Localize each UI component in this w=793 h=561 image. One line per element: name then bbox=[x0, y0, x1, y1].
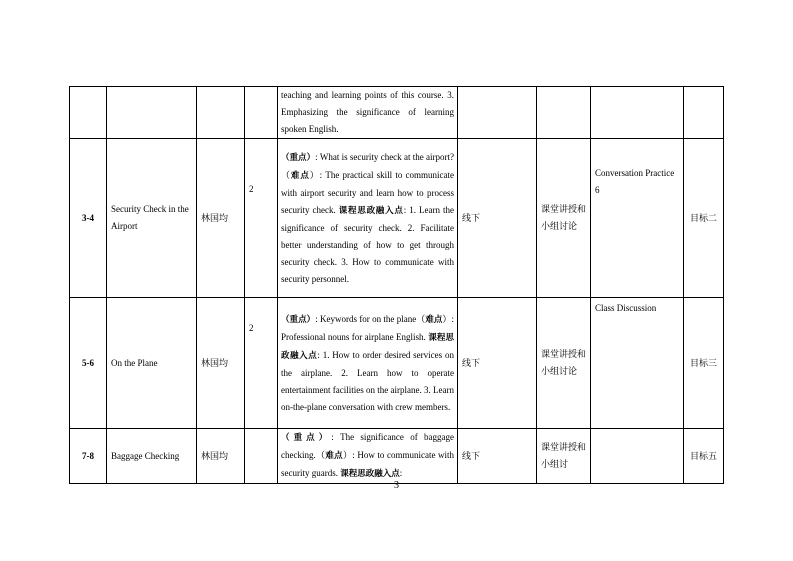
content-text bbox=[281, 429, 454, 483]
content-segment: teaching and learning points of this course. 3. Emphasizing the significance of learning spoken English. bbox=[281, 90, 454, 134]
teacher-text: 林国均 bbox=[201, 357, 229, 368]
teaching-method-text: 课堂讲授和小组讨 bbox=[541, 442, 587, 469]
teacher-cell bbox=[197, 298, 245, 429]
teaching-mode-text: 线下 bbox=[462, 212, 481, 223]
lesson-title-cell bbox=[107, 298, 197, 429]
goal-text: 目标二 bbox=[689, 212, 717, 223]
hours-text: 2 bbox=[249, 184, 254, 194]
week-text: 7-8 bbox=[82, 450, 94, 461]
content-keyword: （重点） bbox=[281, 152, 316, 163]
teacher-text: 林国均 bbox=[201, 450, 229, 461]
content-segment: : What is security check at the airport?（ bbox=[281, 151, 454, 180]
practice-cell bbox=[591, 298, 684, 429]
content-keyword: 难点 bbox=[425, 314, 443, 325]
week-cell bbox=[70, 139, 107, 298]
table-row bbox=[70, 139, 724, 298]
teaching-method-cell bbox=[537, 139, 591, 298]
content-cell bbox=[278, 139, 458, 298]
content-segment: : 1. Learn the significance of security check. 2. Facilitate better understanding of how to get through security check. 3. How to communicate with security personnel. bbox=[281, 204, 454, 284]
content-keyword: 课程思政融入点 bbox=[338, 205, 404, 216]
schedule-body bbox=[70, 87, 724, 484]
content-keyword: 课程思政融入点 bbox=[340, 469, 400, 479]
lesson-title-text: Security Check in the Airport bbox=[111, 204, 189, 231]
practice-text: Conversation Practice 6 bbox=[595, 168, 675, 195]
teacher-text: 林国均 bbox=[201, 212, 229, 223]
practice-cell bbox=[591, 139, 684, 298]
content-keyword: 难点 bbox=[325, 451, 343, 461]
content-cell bbox=[278, 298, 458, 429]
content-keyword: 课程思政融入点 bbox=[281, 332, 454, 361]
practice-cell bbox=[591, 429, 684, 484]
content-keyword: （重点） bbox=[281, 314, 316, 325]
table-row bbox=[70, 87, 724, 139]
practice-cell bbox=[591, 87, 684, 139]
content-text bbox=[281, 87, 454, 138]
content-cell bbox=[278, 429, 458, 484]
teaching-mode-cell bbox=[458, 139, 537, 298]
lesson-title-cell bbox=[107, 139, 197, 298]
goal-text: 目标三 bbox=[689, 357, 717, 368]
lesson-title-text: On the Plane bbox=[111, 357, 158, 368]
goal-cell bbox=[684, 429, 724, 484]
teaching-mode-cell bbox=[458, 429, 537, 484]
hours-text: 2 bbox=[249, 323, 254, 333]
content-text bbox=[281, 149, 454, 288]
lesson-title-cell bbox=[107, 87, 197, 139]
goal-cell bbox=[684, 298, 724, 429]
content-segment: ）: Professional nouns for airplane English. bbox=[281, 313, 454, 342]
goal-text: 目标五 bbox=[689, 450, 717, 461]
teaching-mode-text: 线下 bbox=[462, 357, 481, 368]
course-schedule-table bbox=[69, 86, 724, 484]
hours-cell bbox=[245, 87, 278, 139]
teaching-mode-text: 线下 bbox=[462, 450, 481, 461]
teacher-cell bbox=[197, 139, 245, 298]
teacher-cell bbox=[197, 429, 245, 484]
lesson-title-text: Baggage Checking bbox=[111, 450, 180, 461]
lesson-title-cell bbox=[107, 429, 197, 484]
teaching-method-text: 课堂讲授和小组讨论 bbox=[541, 349, 587, 376]
teaching-method-cell bbox=[537, 429, 591, 484]
content-segment: : Keywords for on the plane（ bbox=[315, 313, 426, 324]
hours-cell bbox=[245, 298, 278, 429]
teaching-mode-cell bbox=[458, 87, 537, 139]
content-text bbox=[281, 311, 454, 416]
content-segment: ）: How to communicate with security guards. bbox=[281, 450, 454, 478]
teaching-method-text: 课堂讲授和小组讨论 bbox=[541, 204, 587, 231]
hours-cell bbox=[245, 139, 278, 298]
content-keyword: （重点） bbox=[281, 433, 332, 443]
week-cell bbox=[70, 298, 107, 429]
week-cell bbox=[70, 87, 107, 139]
page-number: 3 bbox=[394, 480, 399, 491]
teacher-cell bbox=[197, 87, 245, 139]
content-keyword: 难点 bbox=[290, 170, 310, 181]
teaching-method-cell bbox=[537, 87, 591, 139]
table-row bbox=[70, 298, 724, 429]
practice-text: Class Discussion bbox=[595, 303, 657, 313]
goal-cell bbox=[684, 87, 724, 139]
week-cell bbox=[70, 429, 107, 484]
week-text: 3-4 bbox=[82, 212, 94, 223]
content-segment: ）: The practical skill to communicate with airport security and learn how to process security check. bbox=[281, 169, 454, 215]
teaching-mode-cell bbox=[458, 298, 537, 429]
teaching-method-cell bbox=[537, 298, 591, 429]
week-text: 5-6 bbox=[82, 357, 94, 368]
content-segment: : bbox=[399, 468, 403, 478]
content-segment: : 1. How to order desired services on the airplane. 2. Learn how to operate entertainment facilities on the airplane. 3. Learn on-the-plane conversation with crew members. bbox=[281, 349, 454, 412]
hours-cell bbox=[245, 429, 278, 484]
table-row bbox=[70, 429, 724, 484]
content-cell bbox=[278, 87, 458, 139]
content-segment: : The significance of baggage checking.（ bbox=[281, 432, 454, 460]
goal-cell bbox=[684, 139, 724, 298]
